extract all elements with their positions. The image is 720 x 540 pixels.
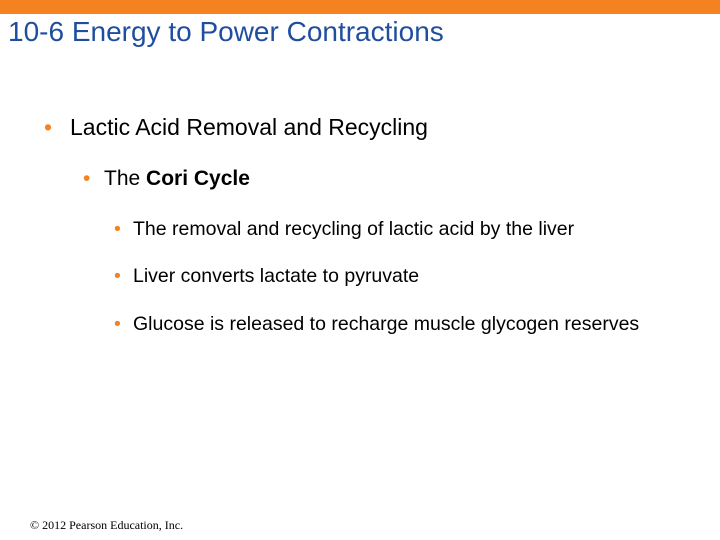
bullet-level3 — [114, 259, 704, 294]
copyright-footer: © 2012 Pearson Education, Inc. — [30, 518, 184, 532]
bullet-dot: • — [44, 114, 53, 140]
slide-title: 10-6 Energy to Power Contractions — [8, 16, 444, 47]
bullet-level3 — [114, 212, 704, 247]
bullet-text: Liver converts lactate to pyruvate — [133, 265, 420, 287]
bullet-dot: • — [83, 167, 91, 190]
bullet-dot: • — [114, 218, 121, 240]
bullet-level3 — [114, 307, 674, 342]
bullet-dot: • — [114, 313, 121, 335]
bullet-dot: • — [114, 265, 121, 287]
bullet-text: Glucose is released to recharge muscle glycogen reserves — [133, 313, 640, 335]
bullet-text-bold: Cori Cycle — [146, 167, 250, 190]
bullet-text-prefix: The — [104, 167, 147, 190]
accent-bar — [0, 0, 720, 14]
bullet-text — [83, 167, 250, 190]
bullet-text: The removal and recycling of lactic acid by the liver — [133, 218, 575, 240]
bullet-level2 — [83, 164, 250, 194]
bullet-text: Lactic Acid Removal and Recycling — [70, 114, 428, 140]
bullet-level1 — [44, 112, 428, 142]
